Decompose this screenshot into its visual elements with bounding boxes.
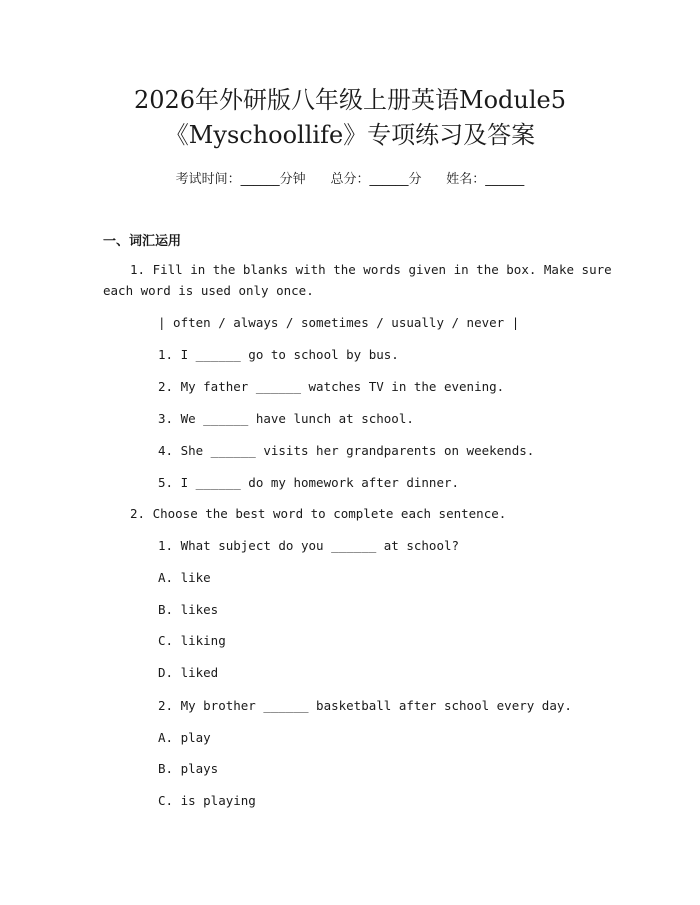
q2-instruction: 2. Choose the best word to complete each sentence. [130, 506, 507, 521]
title-line-2: 《Myschoollife》专项练习及答案 [164, 121, 536, 149]
option: D. liked [158, 665, 219, 680]
q1-instruction-cont: each word is used only once. [103, 283, 314, 298]
list-item: 4. She ______ visits her grandparents on weekends. [158, 443, 535, 458]
list-item: 2. My father ______ watches TV in the evening. [158, 379, 505, 394]
list-item: 3. We ______ have lunch at school. [158, 411, 414, 426]
list-item: 5. I ______ do my homework after dinner. [158, 475, 460, 490]
option: C. is playing [158, 793, 256, 808]
q1-instruction: 1. Fill in the blanks with the words given in the box. Make sure [130, 262, 612, 277]
option: B. plays [158, 761, 219, 776]
list-item: 1. What subject do you ______ at school? [158, 538, 460, 553]
option: A. play [158, 730, 211, 745]
exam-time: 考试时间：______分钟 [175, 172, 306, 187]
exam-score: 总分：______分 [330, 172, 422, 187]
option: B. likes [158, 602, 219, 617]
word-box: | often / always / sometimes / usually / never | [158, 315, 520, 330]
list-item: 2. My brother ______ basketball after school every day. [158, 698, 572, 713]
exam-name: 姓名：______ [446, 172, 525, 187]
list-item: 1. I ______ go to school by bus. [158, 347, 399, 362]
option: C. liking [158, 633, 226, 648]
exam-meta [0, 168, 700, 187]
option: A. like [158, 570, 211, 585]
title-line-1: 2026年外研版八年级上册英语Module5 [133, 86, 567, 114]
section-heading: 一、词汇运用 [103, 234, 182, 249]
